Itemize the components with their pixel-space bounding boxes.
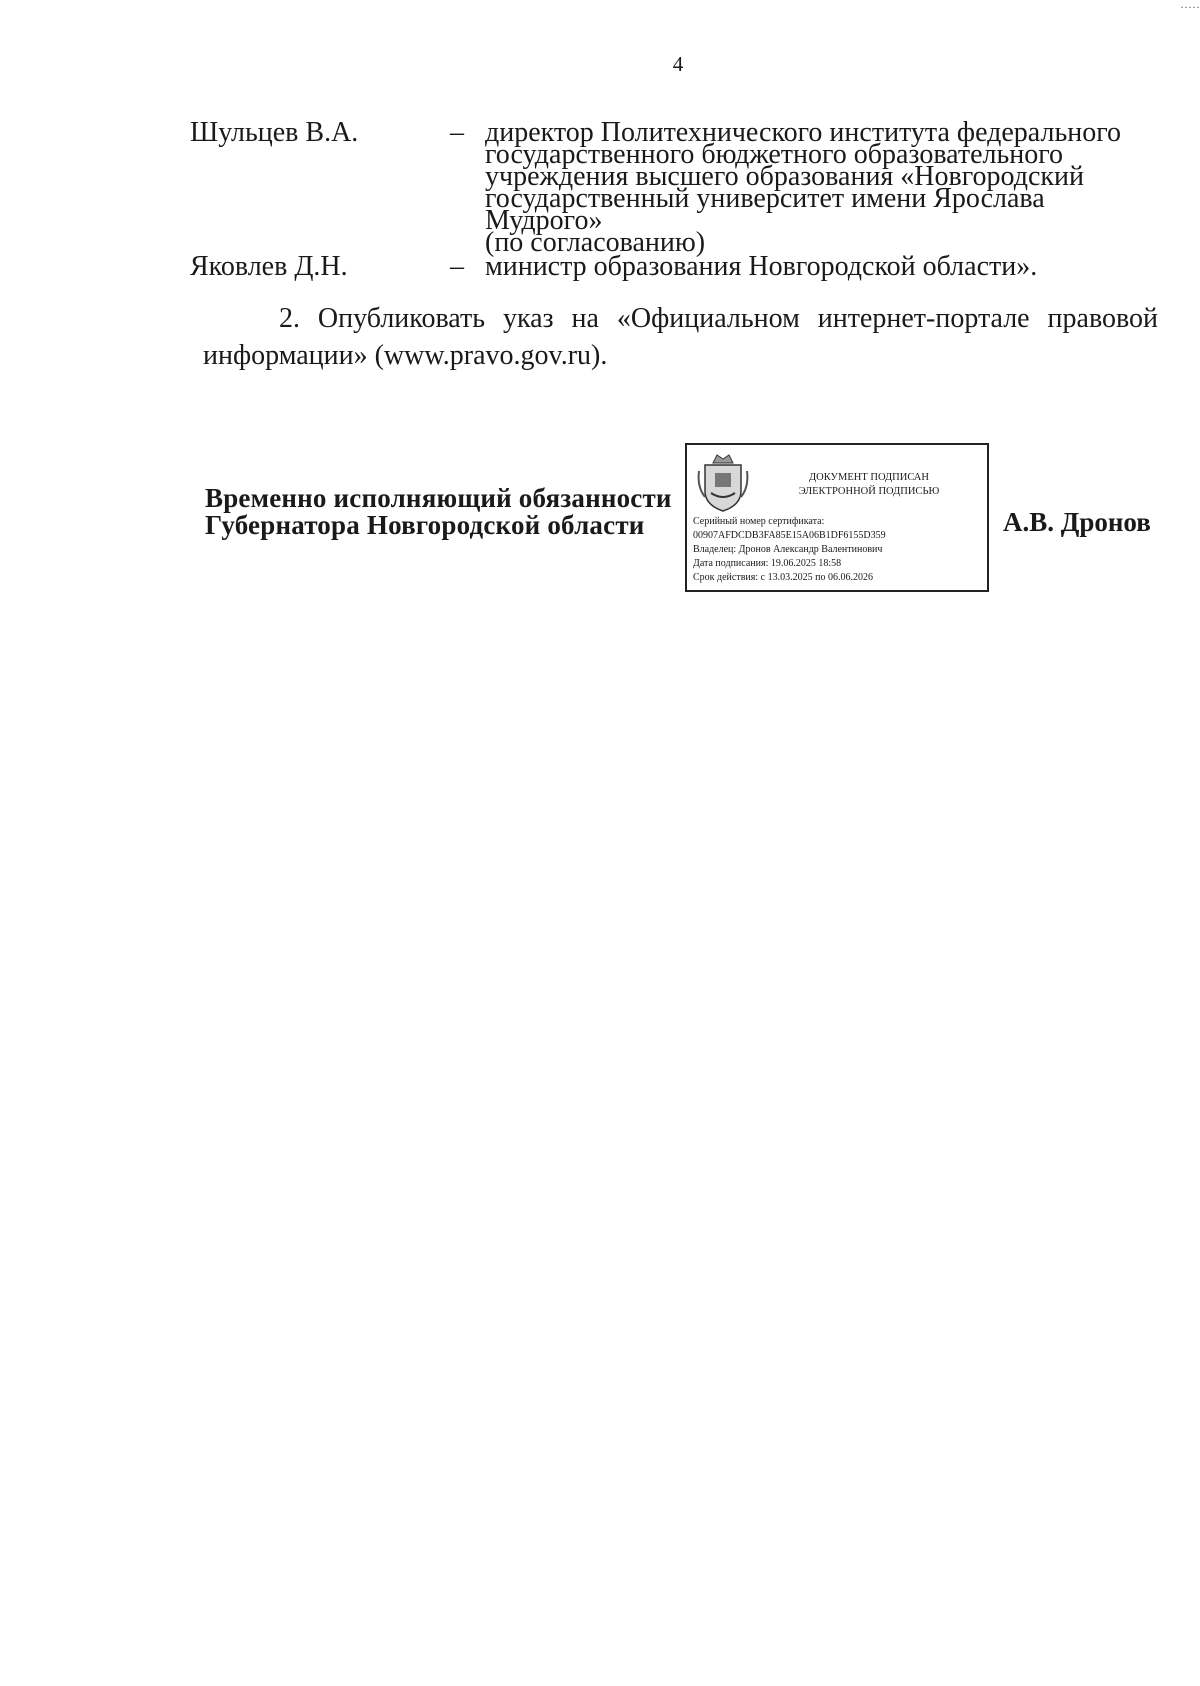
publication-paragraph: 2. Опубликовать указ на «Официальном интернет-портале правовой информации» (www.pravo.gov.ru). [203, 303, 1158, 371]
signature-title-line: Губернатора Новгородской области [205, 510, 645, 540]
stamp-heading-line: ДОКУМЕНТ ПОДПИСАН [809, 472, 929, 483]
stamp-validity: Срок действия: с 13.03.2025 по 06.06.2026 [693, 572, 873, 583]
stamp-owner: Владелец: Дронов Александр Валентинович [693, 544, 883, 555]
stamp-signed-date: Дата подписания: 19.06.2025 18:58 [693, 558, 842, 569]
electronic-signature-stamp [685, 443, 989, 592]
description-line: государственного бюджетного образовательного [485, 139, 1064, 170]
corner-mark: ····· [1180, 0, 1200, 14]
stamp-details [693, 515, 987, 585]
signature-title [205, 485, 672, 539]
stamp-heading-line: ЭЛЕКТРОННОЙ ПОДПИСЬЮ [798, 486, 940, 497]
member-description [485, 117, 1145, 258]
description-line: (по согласованию) [485, 227, 706, 258]
member-dash: – [450, 251, 464, 282]
description-line: учреждения высшего образования «Новгородский [485, 161, 1084, 192]
member-description [485, 251, 1145, 282]
stamp-heading [757, 471, 981, 499]
stamp-serial-value: 00907AFDCDB3FA85E15A06B1DF6155D359 [693, 530, 886, 541]
description-line: министр образования Новгородской области». [485, 251, 1038, 282]
signer-name: А.В. Дронов [1003, 507, 1151, 537]
member-name: Шульцев В.А. [190, 117, 359, 148]
description-line: государственный университет имени Ярослава Мудрого» [485, 183, 1045, 236]
signature-title-line: Временно исполняющий обязанности [205, 483, 672, 513]
coat-of-arms-icon [695, 451, 751, 513]
description-line: директор Политехнического института федерального [485, 117, 1121, 148]
member-dash: – [450, 117, 464, 148]
stamp-serial-label: Серийный номер сертификата: [693, 516, 825, 527]
member-name: Яковлев Д.Н. [190, 251, 348, 282]
page-number: 4 [672, 52, 684, 76]
